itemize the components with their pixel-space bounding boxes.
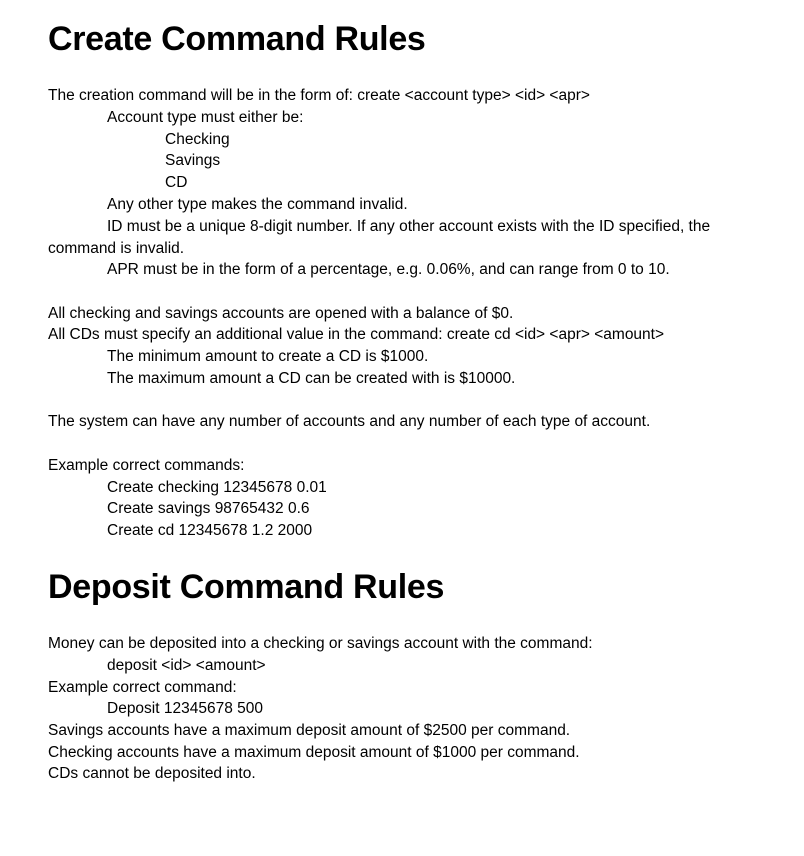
cd-maximum-rule: The maximum amount a CD can be created with is $10000. bbox=[107, 370, 516, 387]
deposit-example-label: Example correct command: bbox=[48, 679, 237, 696]
account-type-checking: Checking bbox=[165, 131, 230, 148]
opening-balance-rule: All checking and savings accounts are opened with a balance of $0. bbox=[48, 305, 514, 322]
apr-rule: APR must be in the form of a percentage, e.g. 0.06%, and can range from 0 to 10. bbox=[107, 261, 670, 278]
account-type-label: Account type must either be: bbox=[107, 109, 304, 126]
invalid-type-rule: Any other type makes the command invalid. bbox=[107, 196, 408, 213]
deposit-intro: Money can be deposited into a checking or savings account with the command: bbox=[48, 635, 593, 652]
account-type-cd: CD bbox=[165, 174, 188, 191]
deposit-example: Deposit 12345678 500 bbox=[107, 700, 263, 717]
checking-max-deposit-rule: Checking accounts have a maximum deposit amount of $1000 per command. bbox=[48, 744, 580, 761]
account-type-savings: Savings bbox=[165, 152, 221, 169]
create-examples-label: Example correct commands: bbox=[48, 457, 245, 474]
create-example-checking: Create checking 12345678 0.01 bbox=[107, 479, 327, 496]
savings-max-deposit-rule: Savings accounts have a maximum deposit amount of $2500 per command. bbox=[48, 722, 571, 739]
create-example-cd: Create cd 12345678 1.2 2000 bbox=[107, 522, 313, 539]
create-example-savings: Create savings 98765432 0.6 bbox=[107, 500, 310, 517]
deposit-command-form: deposit <id> <amount> bbox=[107, 657, 266, 674]
deposit-command-rules-heading: Deposit Command Rules bbox=[48, 568, 445, 606]
cd-minimum-rule: The minimum amount to create a CD is $1000. bbox=[107, 348, 429, 365]
cd-command-rule: All CDs must specify an additional value in the command: create cd <id> <apr> <amount> bbox=[48, 326, 665, 343]
create-command-rules-heading: Create Command Rules bbox=[48, 20, 426, 58]
cd-deposit-rule: CDs cannot be deposited into. bbox=[48, 765, 256, 782]
id-rule: ID must be a unique 8-digit number. If any other account exists with the ID specified, the command is invalid. bbox=[48, 218, 711, 257]
system-rule: The system can have any number of accounts and any number of each type of account. bbox=[48, 413, 651, 430]
create-intro: The creation command will be in the form of: create <account type> <id> <apr> bbox=[48, 87, 590, 104]
